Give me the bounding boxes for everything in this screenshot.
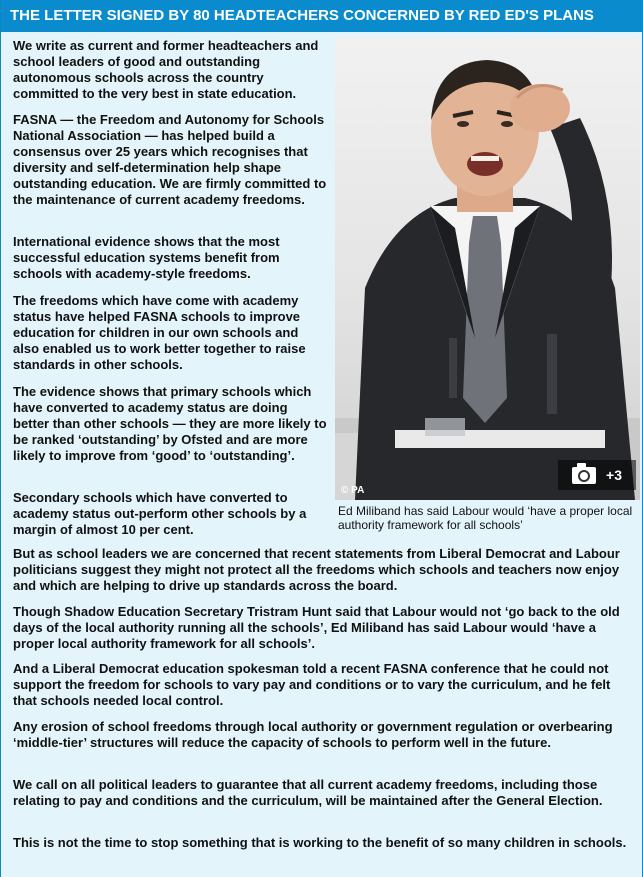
paragraph-4: The freedoms which have come with academy status have helped FASNA schools to improve education for children in our own schools and also enabled us to work better together to raise standards in other schools. [13,293,306,372]
paragraph-2: FASNA — the Freedom and Autonomy for Schools National Association — has helped build a consensus over 25 years which recognises that diversity and self-determination help shape outstanding education. We are firmly committed to the maintenance of current academy freedoms. [13,112,327,207]
paragraph-3: International evidence shows that the most successful education systems benefit from schools with academy-style freedoms. [13,234,280,281]
panel-title: THE LETTER SIGNED BY 80 HEADTEACHERS CONCERNED BY RED ED'S PLANS [1,0,643,32]
paragraph-9: And a Liberal Democrat education spokesman told a recent FASNA conference that he could not support the freedom for schools to vary pay and conditions or to vary the curriculum, and he felt that schools needed local control. [13,661,611,708]
paragraph-11: We call on all political leaders to guarantee that all current academy freedoms, including those relating to pay and conditions and the curriculum, will be maintained after the General Election. [13,777,603,808]
paragraph-12: This is not the time to stop something that is working to the benefit of so many children in schools. [13,835,627,850]
paragraph-7: But as school leaders we are concerned that recent statements from Liberal Democrat and Labour politicians suggest they might not protect all the freedoms which schools and teachers now enjoy and which are helping to drive up standards across the board. [13,546,620,593]
paragraph-6: Secondary schools which have converted to academy status out-perform other schools by a margin of almost 10 per cent. [13,490,307,537]
photo-caption: Ed Miliband has said Labour would ‘have a proper local authority framework for all schools’ [338,504,633,532]
gallery-button[interactable] [558,460,636,490]
paragraph-8: Though Shadow Education Secretary Tristram Hunt said that Labour would not ‘go back to the old days of the local authority running all the schools’, Ed Miliband has said Labour would ‘have a proper local authority framework for all schools’. [13,604,620,651]
camera-icon [572,467,596,484]
paragraph-10: Any erosion of school freedoms through local authority or government regulation or overbearing ‘middle-tier’ structures will reduce the capacity of schools to perform well in the future. [13,719,613,750]
ed-miliband-illustration [335,38,640,500]
paragraph-5: The evidence shows that primary schools which have converted to academy status are doing better than other schools — they are more likely to be ranked ‘outstanding’ by Ofsted and are more likely to improve from ‘good’ to ‘outstanding’. [13,384,327,463]
gallery-count: +3 [606,467,622,483]
paragraph-1: We write as current and former headteachers and school leaders of good and outstanding autonomous schools across the country committed to the very best in state education. [13,38,319,101]
ed-miliband-photo[interactable] [335,38,640,500]
photo-copyright: © PA [341,485,365,496]
